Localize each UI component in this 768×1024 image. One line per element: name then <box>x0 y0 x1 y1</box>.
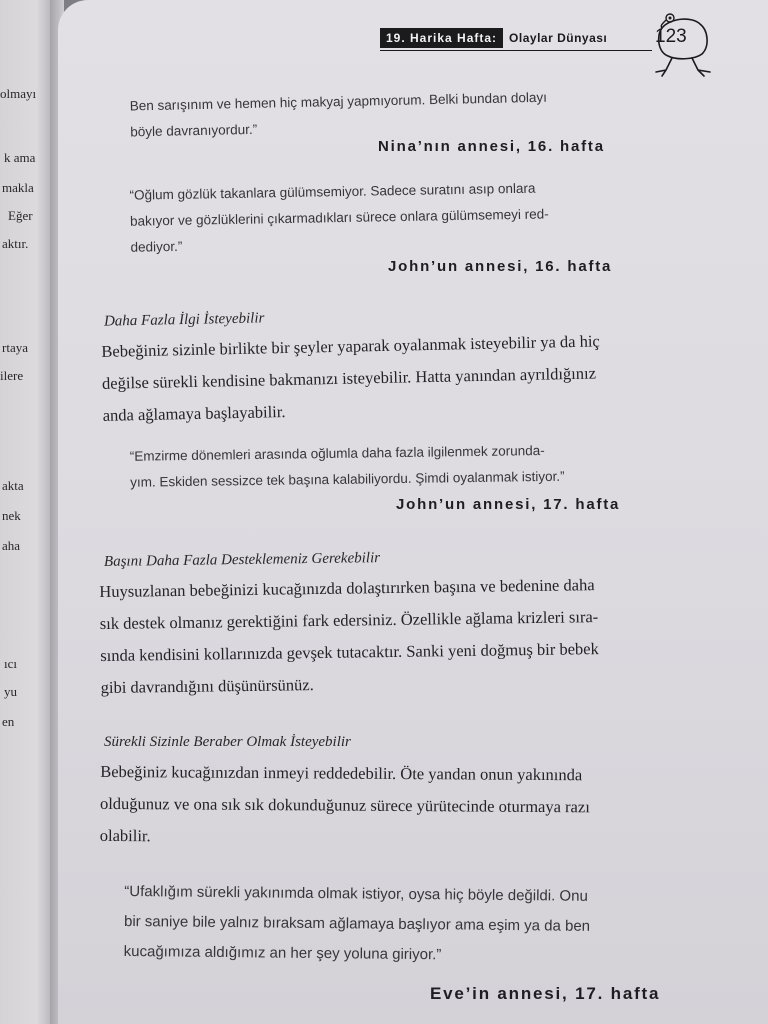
quote-nina <box>130 83 651 146</box>
body-line: sık destek olmanız gerektiğini fark edersiniz. Özellikle ağlama krizleri sıra- <box>99 607 599 634</box>
book-page <box>58 0 768 1024</box>
chapter-label: 19. Harika Hafta: <box>380 28 503 48</box>
left-page-fragment: aha <box>2 538 21 553</box>
left-page-fragment: ıcı <box>4 656 17 671</box>
quote-line: kucağımıza aldığımız an her şey yoluna giriyor.” <box>123 942 442 964</box>
body-line: anda ağlamaya başlayabilir. <box>102 402 286 425</box>
page-number: 123 <box>655 26 687 47</box>
body-line: Bebeğiniz kucağınızdan inmeyi reddedebilir. Öte yandan onun yakınında <box>100 761 583 785</box>
section-body <box>99 568 681 704</box>
left-page-fragment: aktır. <box>2 236 29 251</box>
section-heading: Sürekli Sizinle Beraber Olmak İsteyebilir <box>104 734 351 750</box>
quote-john-16 <box>129 173 670 260</box>
quote-line: “Ufaklığım sürekli yakınımda olmak istiyor, oysa hiç böyle değildi. Onu <box>124 882 588 905</box>
quote-line: “Oğlum gözlük takanlara gülümsemiyor. Sadece suratını asıp onlara <box>129 180 536 203</box>
left-page-fragment: makla <box>2 180 34 195</box>
section-heading: Daha Fazla İlgi İsteyebilir <box>103 310 265 330</box>
left-page-edge <box>0 0 52 1024</box>
section-body <box>100 756 701 856</box>
body-line: olabilir. <box>99 825 151 846</box>
running-header <box>380 28 607 48</box>
left-page-fragment: ilere <box>0 368 24 383</box>
quote-line: yım. Eskiden sessizce tek başına kalabiliyordu. Şimdi oyalanmak istiyor.” <box>130 468 565 490</box>
quote-eve <box>124 877 705 973</box>
quote-line: böyle davranıyordur.” <box>130 121 258 140</box>
quote-line: bakıyor ve gözlüklerini çıkarmadıkları sürece onlara gülümsemeyi red- <box>129 206 549 229</box>
body-line: Huysuzlanan bebeğinizi kucağınızda dolaştırırken başına ve bedenine daha <box>99 575 595 602</box>
body-line: olduğunuz ve ona sık sık dokunduğunuz sürece yürütecinde oturmaya razı <box>99 793 590 817</box>
quote-john-17 <box>130 436 671 496</box>
section-body <box>101 324 663 432</box>
left-page-fragment: en <box>2 714 15 729</box>
quote-source: Nina’nın annesi, 16. hafta <box>378 138 605 155</box>
left-page-fragment: yu <box>4 684 17 699</box>
quote-source: John’un annesi, 16. hafta <box>388 258 613 275</box>
header-rule <box>380 50 652 51</box>
quote-line: dediyor.” <box>130 238 183 255</box>
left-page-fragment: k ama <box>4 150 36 165</box>
left-page-fragment: nek <box>2 508 21 523</box>
body-line: değilse sürekli kendisine bakmanızı isteyebilir. Hatta yanından ayrıldığınız <box>101 363 597 393</box>
body-line: sında kendisini kollarınızda gevşek tutacaktır. Sanki yeni doğmuş bir bebek <box>100 639 599 666</box>
body-line: Bebeğiniz sizinle birlikte bir şeyler yaparak oyalanmak isteyebilir ya da hiç <box>101 331 600 361</box>
quote-source: John’un annesi, 17. hafta <box>396 496 621 513</box>
quote-line: Ben sarışınım ve hemen hiç makyaj yapmıyorum. Belki bundan dolayı <box>129 89 548 114</box>
quote-source: Eve’in annesi, 17. hafta <box>430 984 661 1003</box>
left-page-fragment: Eğer <box>8 208 33 223</box>
body-line: gibi davrandığını düşünürsünüz. <box>100 675 314 698</box>
quote-line: bir saniye bile yalnız bıraksam ağlamaya başlıyor ama eşim ya da ben <box>123 912 591 935</box>
left-page-fragment: olmayı <box>0 86 37 101</box>
quote-line: “Emzirme dönemleri arasında oğlumla daha fazla ilgilenmek zorunda- <box>129 442 545 464</box>
left-page-fragment: rtaya <box>2 340 28 355</box>
section-heading: Başını Daha Fazla Desteklemeniz Gerekebilir <box>103 550 381 570</box>
left-page-fragment: akta <box>2 478 24 493</box>
chapter-subject: Olaylar Dünyası <box>509 31 608 45</box>
